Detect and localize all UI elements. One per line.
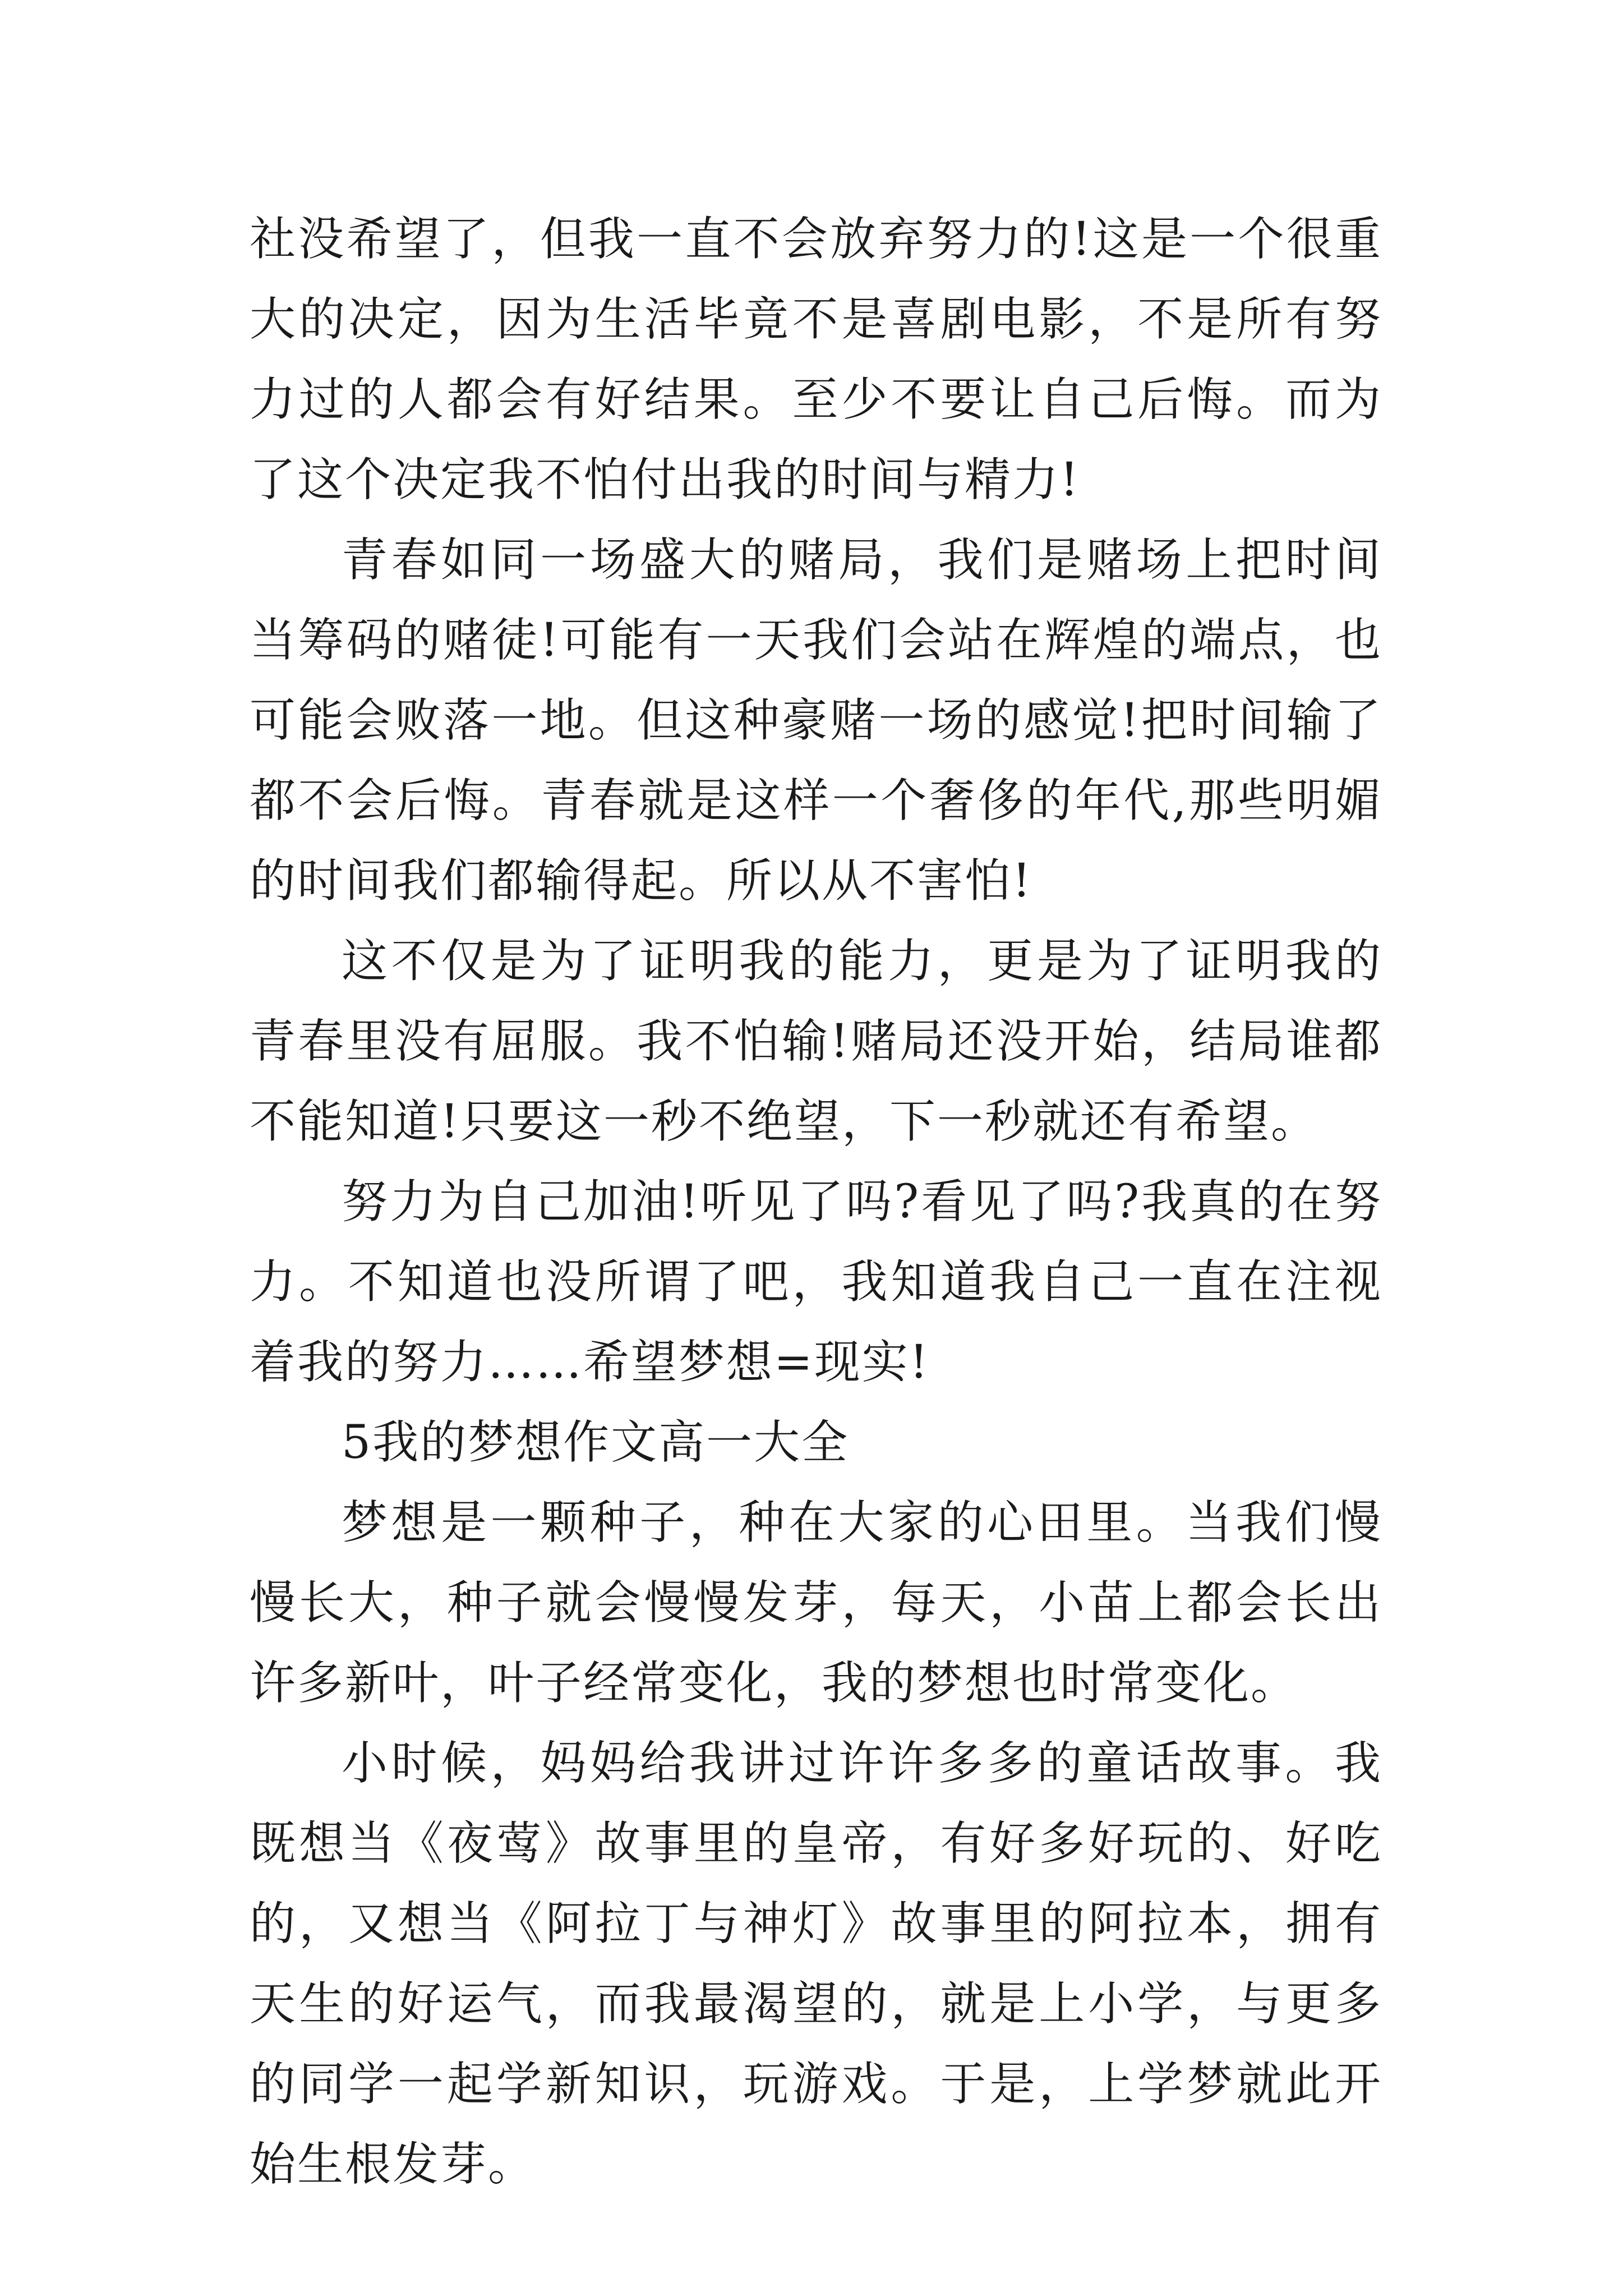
paragraph-1: 社没希望了，但我一直不会放弃努力的!这是一个很重大的决定，因为生活毕竟不是喜剧电影，不是所有努力过的人都会有好结果。至少不要让自己后悔。而为了这个决定我不怕付出我的时间与精力! [250, 213, 1382, 507]
section-heading: 5我的梦想作文高一大全 [342, 1416, 850, 1469]
paragraph-6: 梦想是一颗种子，种在大家的心田里。当我们慢慢长大，种子就会慢慢发芽，每天，小苗上都会长出许多新叶，叶子经常变化，我的梦想也时常变化。 [250, 1496, 1382, 1710]
paragraph-4: 努力为自己加油!听见了吗?看见了吗?我真的在努力。不知道也没所谓了吧，我知道我自己一直在注视着我的努力……希望梦想=现实! [250, 1175, 1382, 1389]
document-body [250, 199, 1382, 2205]
paragraph-7: 小时候，妈妈给我讲过许许多多的童话故事。我既想当《夜莺》故事里的皇帝，有好多好玩的、好吃的，又想当《阿拉丁与神灯》故事里的阿拉本，拥有天生的好运气，而我最渴望的，就是上小学，与更多的同学一起学新知识，玩游戏。于是，上学梦就此开始生根发芽。 [250, 1737, 1382, 2191]
paragraph-3: 这不仅是为了证明我的能力，更是为了证明我的青春里没有屈服。我不怕输!赌局还没开始，结局谁都不能知道!只要这一秒不绝望，下一秒就还有希望。 [250, 935, 1382, 1148]
paragraph-2: 青春如同一场盛大的赌局，我们是赌场上把时间当筹码的赌徒!可能有一天我们会站在辉煌的端点，也可能会败落一地。但这种豪赌一场的感觉!把时间输了都不会后悔。青春就是这样一个奢侈的年代,那些明媚的时间我们都输得起。所以从不害怕! [250, 533, 1382, 908]
